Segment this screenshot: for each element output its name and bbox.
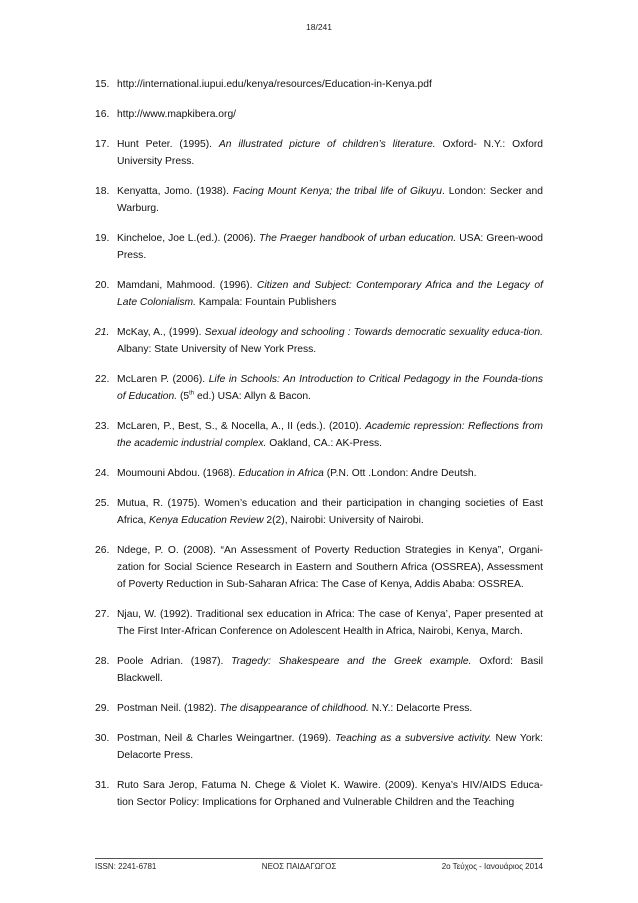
reference-text — [117, 277, 543, 311]
reference-segment: Oxford: Basil Blackwell. — [117, 656, 543, 684]
page-number: 18/241 — [306, 22, 332, 32]
reference-number: 23. — [95, 421, 110, 432]
footer-issn: ISSN: 2241-6781 — [95, 862, 157, 871]
reference-segment: th — [189, 390, 195, 397]
reference-title: Sexual ideology and schooling : Towards democratic sexuality educa-tion. — [204, 327, 543, 338]
reference-item — [95, 371, 543, 405]
reference-segment: USA: Green-wood Press. — [117, 233, 543, 261]
reference-number: 30. — [95, 733, 110, 744]
reference-segment: Postman Neil. (1982). — [117, 703, 220, 714]
reference-text — [117, 76, 543, 93]
footer-divider — [95, 858, 543, 859]
reference-number: 24. — [95, 468, 110, 479]
reference-text — [117, 606, 543, 640]
reference-segment: http://www.mapkibera.org/ — [117, 109, 237, 120]
footer-issue: 2ο Τεύχος - Ιανουάριος 2014 — [441, 862, 543, 871]
reference-number: 20. — [95, 280, 110, 291]
reference-segment: McLaren, P., Best, S., & Nocella, A., II (eds.). (2010). — [117, 421, 366, 432]
reference-segment: Postman, Neil & Charles Weingartner. (1969). — [117, 733, 336, 744]
reference-number: 22. — [95, 374, 110, 385]
reference-item — [95, 76, 543, 93]
reference-number: 17. — [95, 139, 110, 150]
reference-segment: ed.) USA: Allyn & Bacon. — [194, 391, 311, 402]
reference-segment: Moumouni Abdou. (1968). — [117, 468, 239, 479]
reference-title: Kenya Education Review — [149, 515, 264, 526]
reference-segment: New York: Delacorte Press. — [117, 733, 543, 761]
reference-item — [95, 700, 543, 717]
reference-text — [117, 653, 543, 687]
reference-text — [117, 777, 543, 811]
reference-title: Life in Schools: An Introduction to Critical Pedagogy in the Founda-tions of Education. — [117, 374, 543, 402]
reference-title: Citizen and Subject: Contemporary Africa and the Legacy of Late Colonialism. — [117, 280, 543, 308]
reference-segment: Oxford- N.Y.: Oxford University Press. — [117, 139, 543, 167]
reference-text — [117, 418, 543, 452]
reference-text — [117, 324, 543, 358]
reference-text — [117, 230, 543, 264]
reference-text — [117, 495, 543, 529]
reference-number: 18. — [95, 186, 110, 197]
reference-text — [117, 106, 543, 123]
reference-item — [95, 324, 543, 358]
reference-text — [117, 730, 543, 764]
reference-list — [95, 76, 543, 824]
reference-segment: . London: Secker and Warburg. — [117, 186, 543, 214]
reference-segment: (5 — [177, 391, 190, 402]
reference-item — [95, 777, 543, 811]
reference-title: Academic repression: Reflections from the academic industrial complex. — [117, 421, 543, 449]
reference-segment: Albany: State University of New York Press. — [117, 344, 317, 355]
reference-number: 21. — [95, 327, 110, 338]
reference-number: 15. — [95, 79, 110, 90]
reference-item — [95, 418, 543, 452]
reference-number: 19. — [95, 233, 110, 244]
reference-segment: Kincheloe, Joe L.(ed.). (2006). — [117, 233, 260, 244]
reference-segment: Kenyatta, Jomo. (1938). — [117, 186, 233, 197]
reference-segment: Mamdani, Mahmood. (1996). — [117, 280, 257, 291]
reference-item — [95, 542, 543, 593]
reference-segment: Ndege, P. O. (2008). “An Assessment of Poverty Reduction Strategies in Kenya”, Organi-zation for Social Science Research in Eastern and Southern Africa (OSSREA), Assessment of Poverty Reduction in Sub-Saharan Africa: The Case of Kenya, Addis Ababa: OSSREA. — [117, 545, 543, 590]
reference-item — [95, 230, 543, 264]
reference-number: 31. — [95, 780, 110, 791]
reference-number: 25. — [95, 498, 110, 509]
reference-number: 16. — [95, 109, 110, 120]
reference-text — [117, 183, 543, 217]
reference-segment: McKay, A., (1999). — [117, 327, 205, 338]
reference-item — [95, 730, 543, 764]
footer-journal-name: ΝΕΟΣ ΠΑΙΔΑΓΩΓΟΣ — [261, 862, 337, 871]
reference-text — [117, 371, 543, 405]
reference-segment: Mutua, R. (1975). Women’s education and their participation in changing societies of East Africa, — [117, 498, 543, 526]
reference-title: The Praeger handbook of urban education. — [259, 233, 457, 244]
footer — [95, 862, 543, 871]
reference-segment: Kampala: Fountain Publishers — [195, 297, 337, 308]
reference-segment: Poole Adrian. (1987). — [117, 656, 232, 667]
reference-title: Facing Mount Kenya; the tribal life of Gikuyu — [232, 186, 443, 197]
reference-segment: Hunt Peter. (1995). — [117, 139, 219, 150]
reference-number: 29. — [95, 703, 110, 714]
reference-item — [95, 136, 543, 170]
reference-title: Teaching as a subversive activity. — [335, 733, 492, 744]
reference-segment: 2(2), Nairobi: University of Nairobi. — [263, 515, 424, 526]
reference-segment: (P.N. Ott .London: Andre Deutsh. — [323, 468, 477, 479]
reference-item — [95, 465, 543, 482]
reference-item — [95, 606, 543, 640]
reference-segment: Njau, W. (1992). Traditional sex education in Africa: The case of Kenya’, Paper presented at The First Inter-African Conference on Adolescent Health in Africa, Nairobi, Kenya, March. — [117, 609, 543, 637]
reference-text — [117, 465, 543, 482]
reference-text — [117, 542, 543, 593]
reference-title: An illustrated picture of children’s literature. — [218, 139, 436, 150]
reference-segment: Oakland, CA.: AK-Press. — [266, 438, 382, 449]
reference-number: 26. — [95, 545, 110, 556]
reference-title: The disappearance of childhood. — [219, 703, 369, 714]
reference-item — [95, 277, 543, 311]
reference-segment: http://international.iupui.edu/kenya/resources/Education-in-Kenya.pdf — [117, 79, 432, 90]
reference-number: 27. — [95, 609, 110, 620]
reference-text — [117, 136, 543, 170]
reference-title: Tragedy: Shakespeare and the Greek example. — [231, 656, 472, 667]
reference-item — [95, 495, 543, 529]
reference-title: Education in Africa — [238, 468, 324, 479]
reference-item — [95, 183, 543, 217]
reference-segment: N.Y.: Delacorte Press. — [368, 703, 473, 714]
reference-number: 28. — [95, 656, 110, 667]
reference-text — [117, 700, 543, 717]
reference-item — [95, 653, 543, 687]
reference-segment: McLaren P. (2006). — [117, 374, 209, 385]
reference-item — [95, 106, 543, 123]
reference-segment: Ruto Sara Jerop, Fatuma N. Chege & Violet K. Wawire. (2009). Kenya’s HIV/AIDS Educa-tion Sector Policy: Implications for Orphaned and Vulnerable Children and the Teaching — [117, 780, 543, 808]
